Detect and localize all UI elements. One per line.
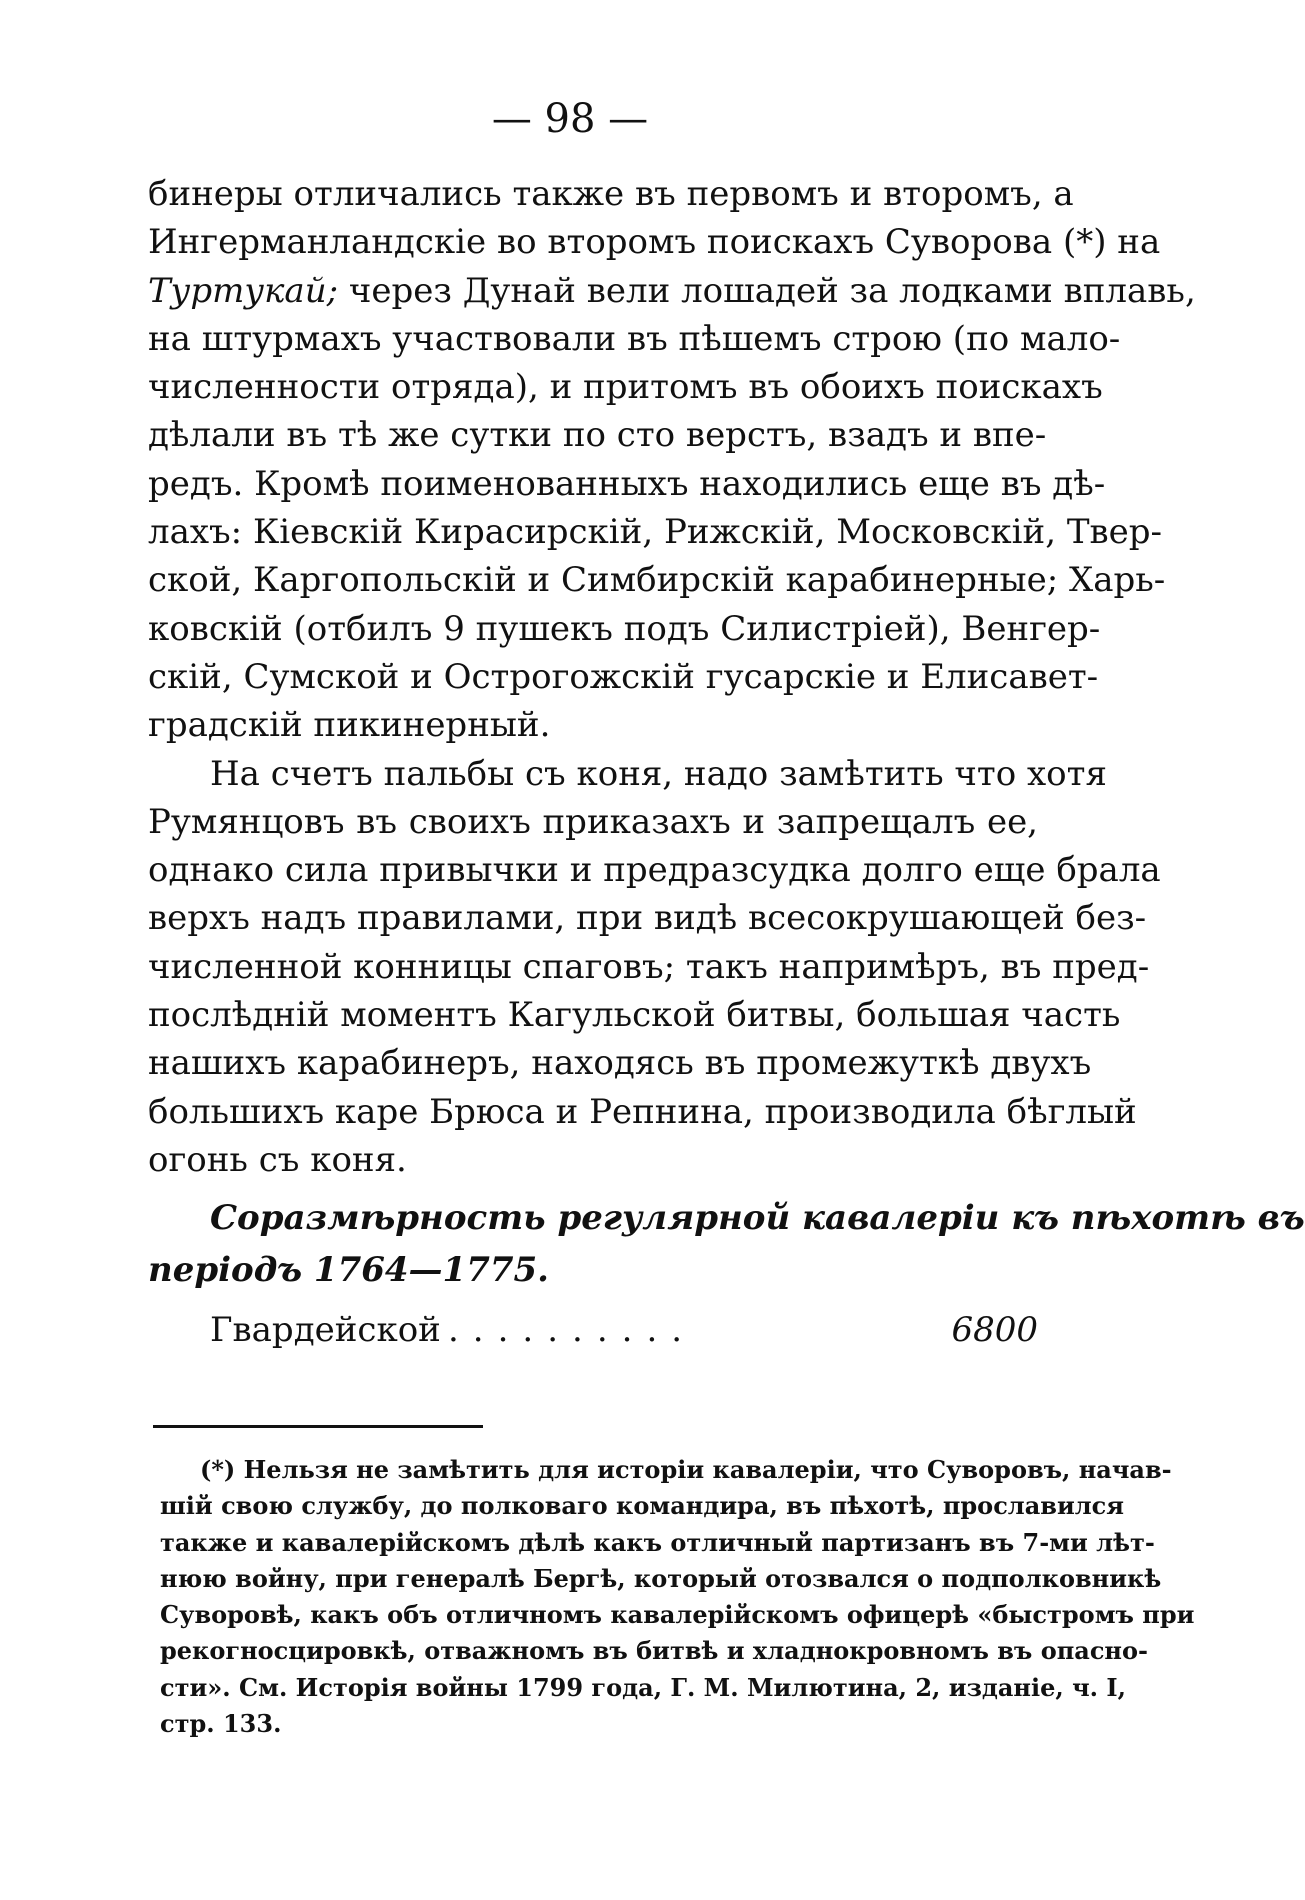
footnote-line: нюю войну, при генералѣ Бергѣ, который отозвался о подполковникѣ [160,1563,1162,1593]
row-value: 6800 [951,1310,1038,1350]
text-line: большихъ каре Брюса и Репнина, производила бѣглый [148,1091,1137,1132]
text-line: На счетъ пальбы съ коня, надо замѣтить что хотя [210,753,1107,794]
leader-dots: .......... [448,1310,697,1350]
table-row [148,1302,1038,1358]
text-line: численности отряда), и притомъ въ обоихъ поискахъ [148,367,1103,408]
footnote-line: сти». См. Исторія войны 1799 года, Г. М. Милютина, 2, изданіе, ч. I, [160,1672,1126,1702]
text-line: редъ. Кромѣ поименованныхъ находились еще въ дѣ- [148,463,1106,504]
text-line: нашихъ карабинеръ, находясь въ промежуткѣ двухъ [148,1043,1092,1084]
text-line: огонь съ коня. [148,1139,407,1180]
text-line: верхъ надъ правилами, при видѣ всесокрушающей без- [148,898,1147,939]
footnote-line: Суворовѣ, какъ объ отличномъ кавалерійскомъ офицерѣ «быстромъ при [160,1600,1195,1630]
text-line: Румянцовъ въ своихъ приказахъ и запрещалъ ее, [148,801,1038,842]
text-line: скій, Сумской и Острогожскій гусарскіе и Елисавет- [148,656,1099,697]
italic-place-name: Туртукай; [148,270,339,311]
heading-line: періодъ 1764—1775. [148,1250,550,1290]
section-heading [148,1192,1305,1296]
footnote-line: также и кавалерійскомъ дѣлѣ какъ отличный партизанъ въ 7-ми лѣт- [160,1527,1155,1557]
text-line: ковскій (отбилъ 9 пушекъ подъ Силистріей), Венгер- [148,608,1101,649]
footnote-line: стр. 133. [160,1709,282,1739]
text-line: Туртукай; через Дунай вели лошадей за лодками вплавь, [148,270,1196,311]
footnote-divider [153,1425,483,1428]
text-line: послѣдній моментъ Кагульской битвы, большая часть [148,995,1121,1036]
text-line: численной конницы спаговъ; такъ напримѣръ, въ пред- [148,946,1150,987]
text-line: лахъ: Кіевскій Кирасирскій, Рижскій, Московскій, Твер- [148,512,1163,553]
page-number: — 98 — [491,96,649,142]
text-line: бинеры отличались также въ первомъ и второмъ, а [148,174,1074,214]
text-line: однако сила привычки и предразсудка долго еще брала [148,850,1161,891]
paragraph-1 [148,170,1196,1184]
heading-line: Соразмѣрность регулярной кавалеріи къ пѣхотѣ въ [210,1198,1305,1238]
footnote-line: шій свою службу, до полковаго командира, въ пѣхотѣ, прославился [160,1491,1125,1521]
text-line: на штурмахъ участвовали въ пѣшемъ строю (по мало- [148,318,1121,359]
text-line: градскій пикинерный. [148,705,551,746]
footnote-line: (*) Нельзя не замѣтить для исторіи кавалеріи, что Суворовъ, начав- [200,1455,1172,1484]
row-label: Гвардейской [210,1310,441,1350]
text-line: дѣлали въ тѣ же сутки по сто верстъ, взадъ и впе- [148,415,1047,456]
footnote [160,1452,1195,1742]
text-line: ской, Каргопольскій и Симбирскій карабинерные; Харь- [148,560,1166,601]
text-line: Ингерманландскіе во второмъ поискахъ Суворова (*) на [148,222,1161,263]
footnote-line: рекогносцировкѣ, отважномъ въ битвѣ и хладнокровномъ въ опасно- [160,1636,1148,1666]
